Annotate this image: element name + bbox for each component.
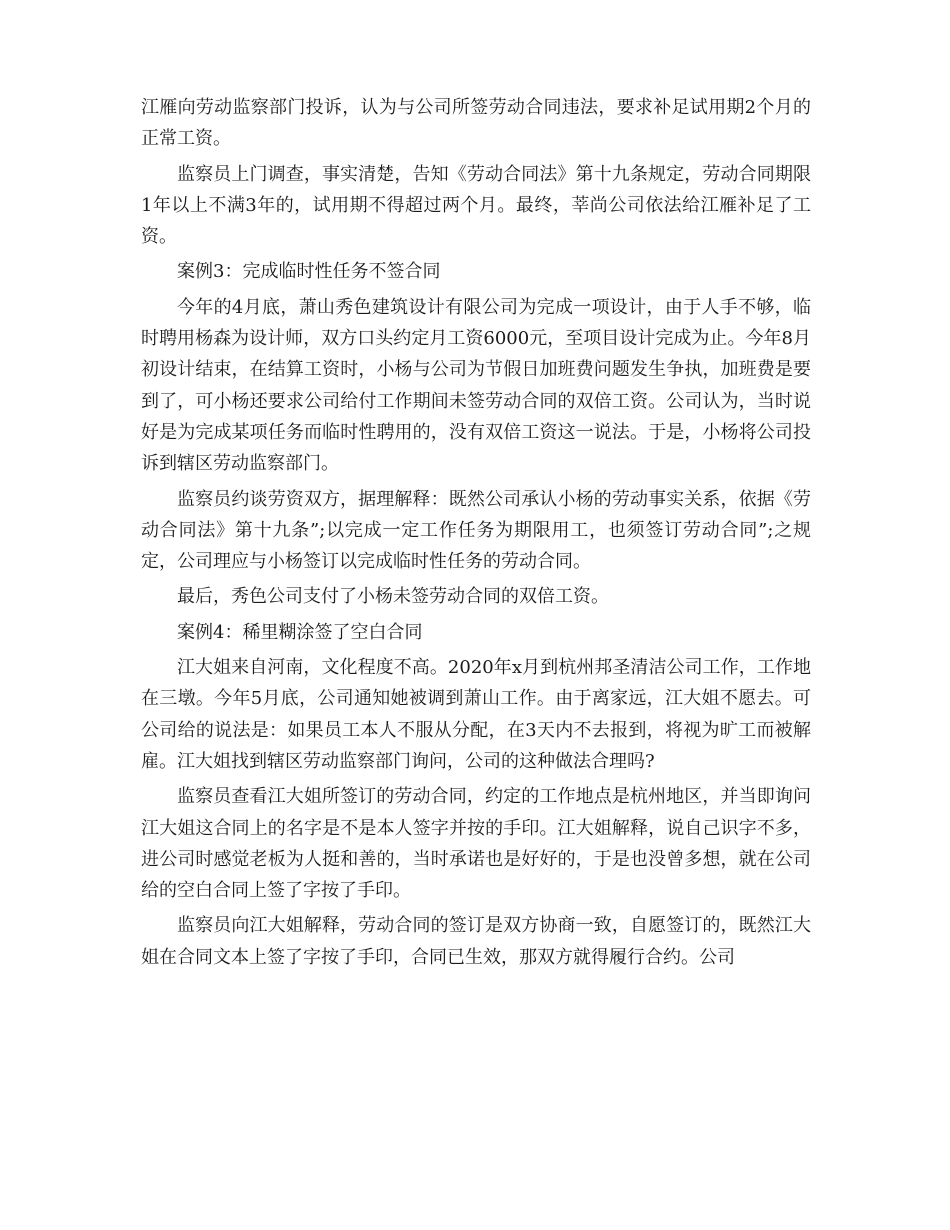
- document-body: [141, 92, 811, 977]
- paragraph-10: 监察员向江大姐解释，劳动合同的签订是双方协商一致，自愿签订的，既然江大姐在合同文本上签了字按了手印，合同已生效，那双方就得履行合约。公司: [141, 915, 811, 968]
- paragraph-5: 监察员约谈劳资双方，据理解释：既然公司承认小杨的劳动事实关系，依据《劳动合同法》第十九条”;以完成一定工作任务为期限用工，也须签订劳动合同”;之规定，公司理应与小杨签订以完成临时性任务的劳动合同。: [141, 488, 811, 573]
- paragraph-2: 监察员上门调查，事实清楚，告知《劳动合同法》第十九条规定，劳动合同期限1年以上不满3年的，试用期不得超过两个月。最终，莘尚公司依法给江雁补足了工资。: [141, 163, 811, 248]
- paragraph-6: 最后，秀色公司支付了小杨未签劳动合同的双倍工资。: [177, 586, 609, 608]
- paragraph-9: 监察员查看江大姐所签订的劳动合同，约定的工作地点是杭州地区，并当即询问江大姐这合同上的名字是不是本人签字并按的手印。江大姐解释，说自己识字不多，进公司时感觉老板为人挺和善的，当时承诺也是好好的，于是也没曾多想，就在公司给的空白合同上签了字按了手印。: [141, 786, 811, 902]
- paragraph-8: 江大姐来自河南，文化程度不高。2020年x月到杭州邦圣清洁公司工作，工作地在三墩。今年5月底，公司通知她被调到萧山工作。由于离家远，江大姐不愿去。可公司给的说法是：如果员工本人不服从分配，在3天内不去报到，将视为旷工而被解雇。江大姐找到辖区劳动监察部门询问，公司的这种做法合理吗?: [141, 657, 811, 772]
- paragraph-1: 江雁向劳动监察部门投诉，认为与公司所签劳动合同违法，要求补足试用期2个月的正常工资。: [141, 97, 811, 150]
- case-3-heading: 案例3：完成临时性任务不签合同: [177, 261, 441, 283]
- paragraph-4: 今年的4月底，萧山秀色建筑设计有限公司为完成一项设计，由于人手不够，临时聘用杨森为设计师，双方口头约定月工资6000元，至项目设计完成为止。今年8月初设计结束，在结算工资时，小杨与公司为节假日加班费问题发生争执，加班费是要到了，可小杨还要求公司给付工作期间未签劳动合同的双倍工资。公司认为，当时说好是为完成某项任务而临时性聘用的，没有双倍工资这一说法。于是，小杨将公司投诉到辖区劳动监察部门。: [141, 296, 811, 475]
- case-4-heading: 案例4：稀里糊涂签了空白合同: [177, 621, 423, 643]
